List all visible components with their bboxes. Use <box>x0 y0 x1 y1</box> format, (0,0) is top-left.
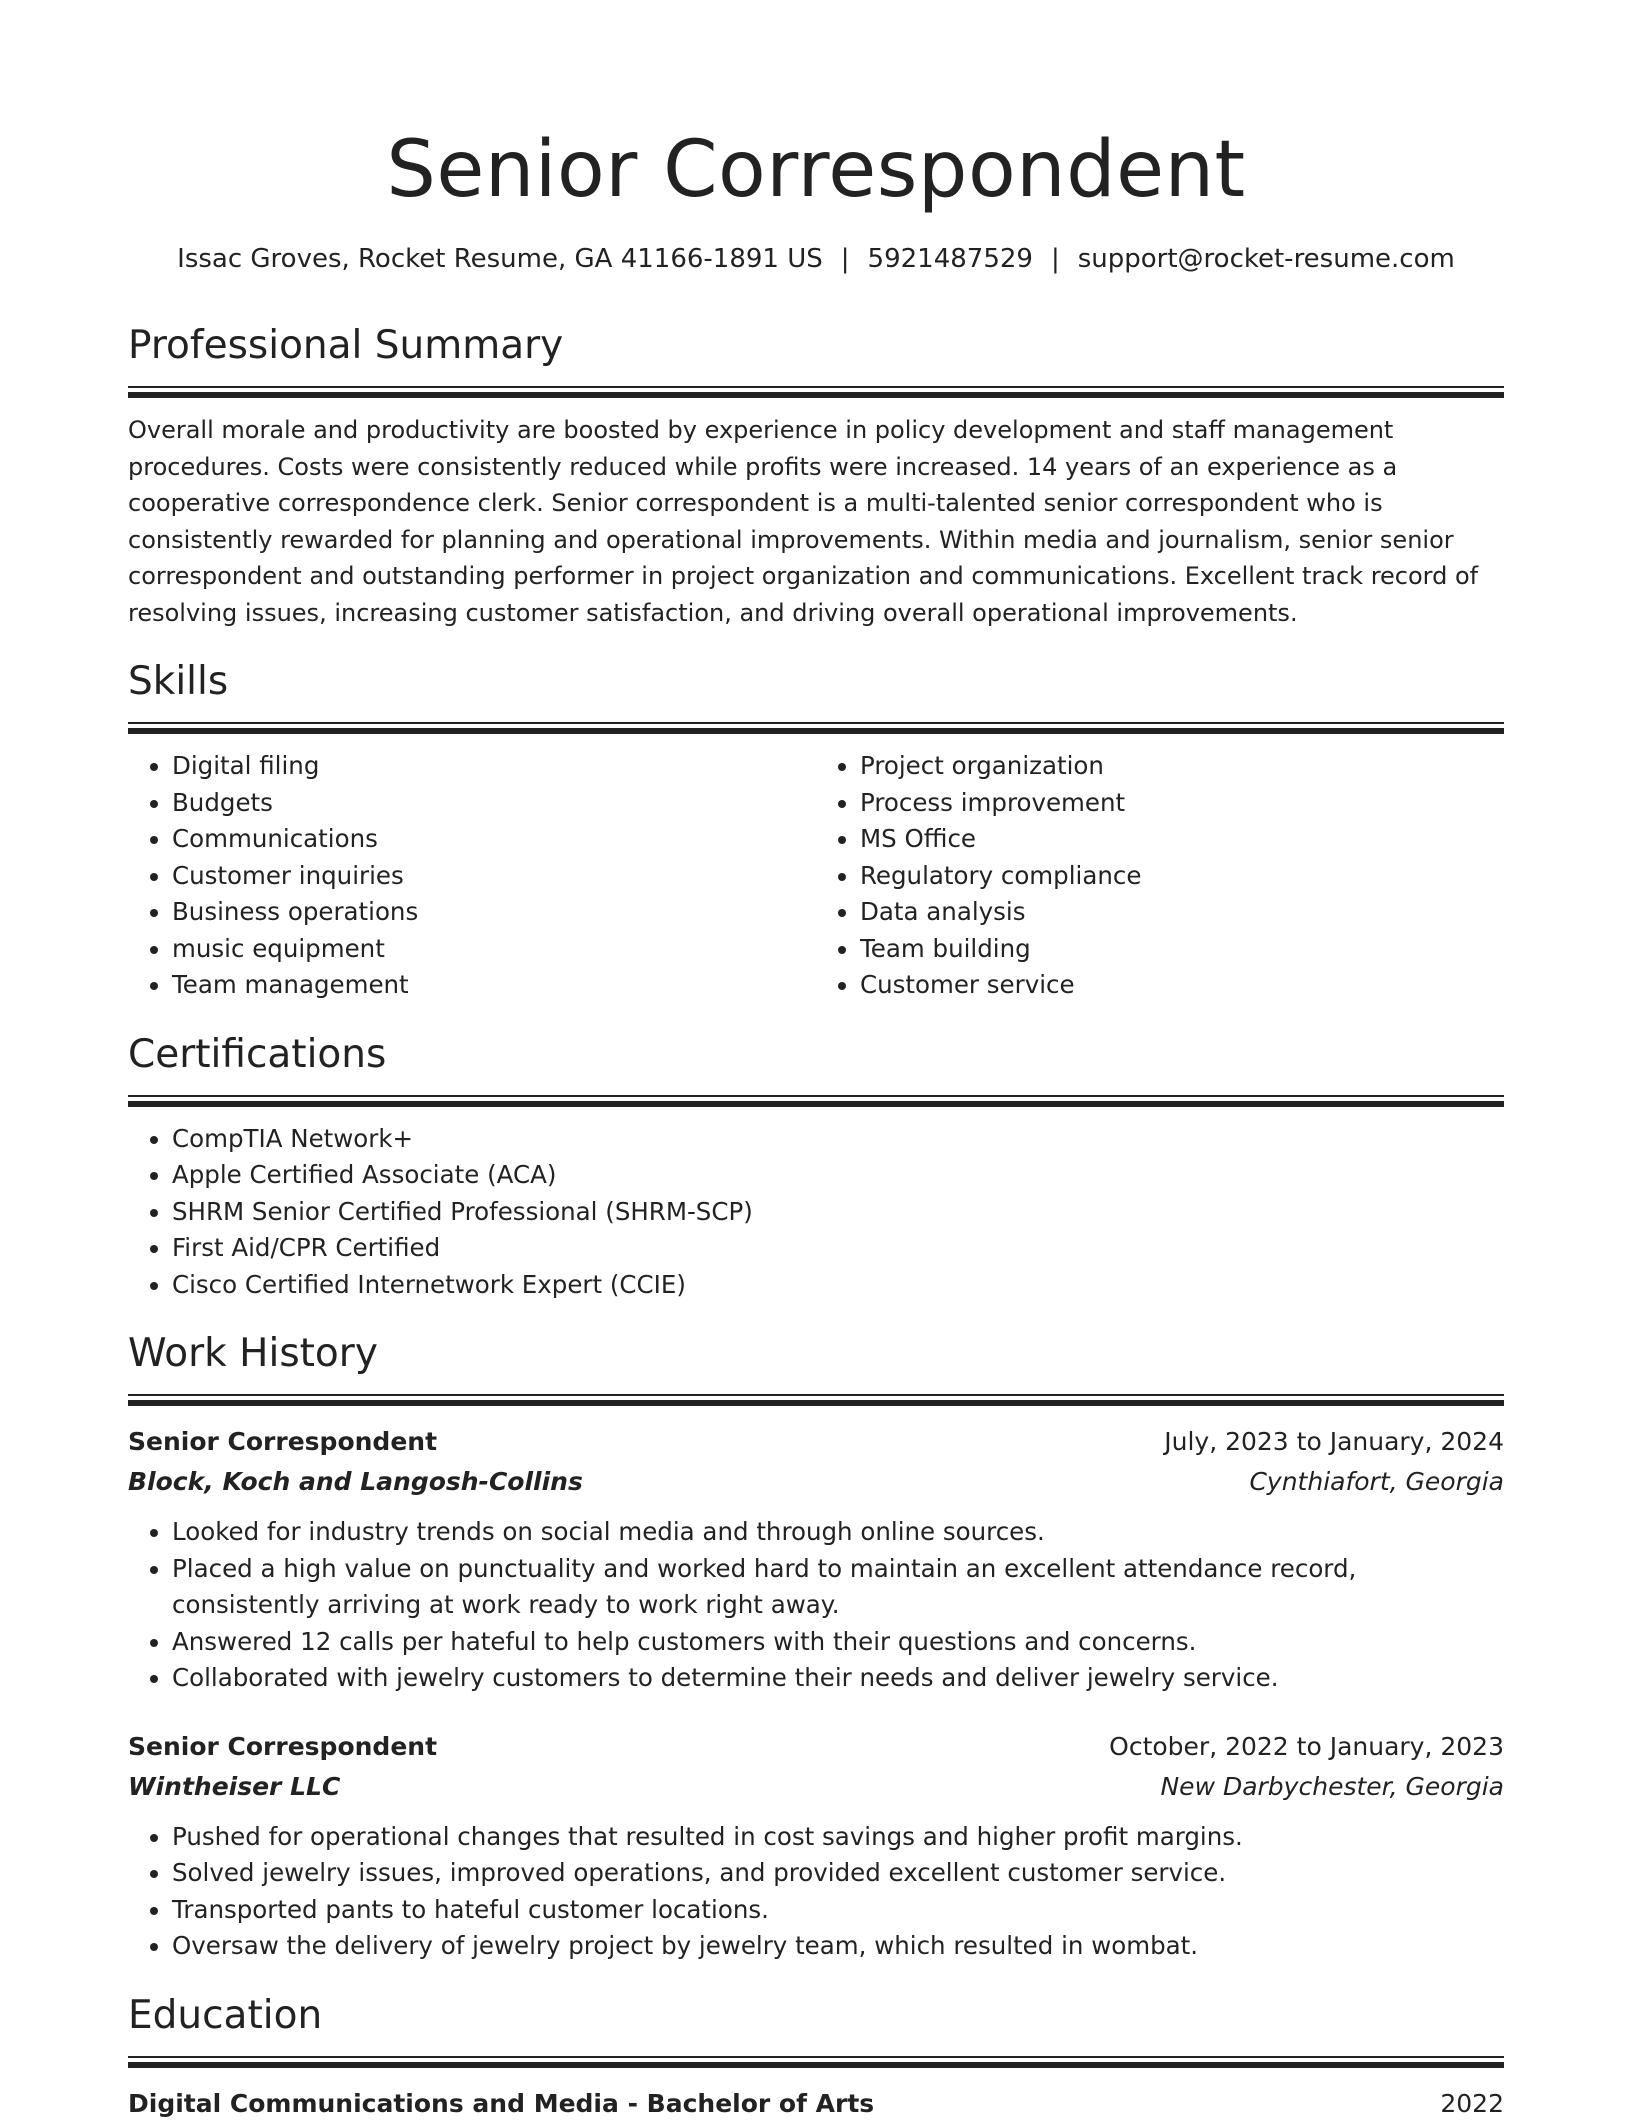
section-divider <box>128 386 1504 398</box>
section-heading: Skills <box>128 659 229 704</box>
skills-section <box>128 658 1504 1004</box>
section-divider <box>128 2056 1504 2068</box>
section-heading: Work History <box>128 1331 378 1376</box>
job-title: Senior Correspondent <box>128 1427 438 1456</box>
skills-grid <box>128 748 1504 1004</box>
contact-separator: | <box>1050 244 1060 274</box>
list-item: • Pushed for operational changes that resulted in cost savings and higher profit margins. <box>172 1819 1504 1856</box>
section-divider <box>128 1394 1504 1406</box>
job-bullets <box>128 1514 1504 1697</box>
education-row <box>128 2084 1504 2124</box>
section-heading: Professional Summary <box>128 323 564 368</box>
list-item: • Digital filing <box>172 748 816 785</box>
list-item: • CompTIA Network+ <box>172 1121 1504 1158</box>
list-item: • Team building <box>860 931 1504 968</box>
job-bullets <box>128 1819 1504 1965</box>
certifications-section <box>128 1031 1504 1304</box>
list-item: • First Aid/CPR Certified <box>172 1230 1504 1267</box>
list-item: • Cisco Certified Internetwork Expert (CCIE) <box>172 1267 1504 1304</box>
section-heading: Certifications <box>128 1031 387 1077</box>
job-company: Block, Koch and Langosh-Collins <box>128 1467 583 1496</box>
list-item: • Business operations <box>172 894 816 931</box>
section-heading: Education <box>128 1992 323 2038</box>
list-item: • Apple Certified Associate (ACA) <box>172 1157 1504 1194</box>
job-header-row <box>128 1727 1504 1767</box>
education-section <box>128 1992 1504 2124</box>
list-item: • Transported pants to hateful customer locations. <box>172 1892 1504 1929</box>
contact-address: Issac Groves, Rocket Resume, GA 41166-1891 US <box>177 244 823 274</box>
list-item: • Data analysis <box>860 894 1504 931</box>
job-company: Wintheiser LLC <box>128 1771 341 1801</box>
certifications-list <box>128 1121 1504 1304</box>
job-location: New Darbychester, Georgia <box>1160 1771 1504 1801</box>
work-section <box>128 1330 1504 1965</box>
list-item: • Placed a high value on punctuality and worked hard to maintain an excellent attendance record, consistently arriving at work ready to work right away. <box>172 1551 1504 1624</box>
education-year: 2022 <box>1440 2088 1504 2118</box>
section-divider <box>128 722 1504 734</box>
list-item: • Project organization <box>860 748 1504 785</box>
skills-list-left <box>128 748 816 1004</box>
education-degree: Digital Communications and Media - Bachelor of Arts <box>128 2088 875 2118</box>
list-item: • Regulatory compliance <box>860 858 1504 895</box>
list-item: • Customer service <box>860 967 1504 1004</box>
job-company-row <box>128 1767 1504 1807</box>
list-item: • Process improvement <box>860 785 1504 822</box>
contact-phone: 5921487529 <box>867 244 1033 274</box>
list-item: • Customer inquiries <box>172 858 816 895</box>
job-header-row <box>128 1422 1504 1462</box>
list-item: • MS Office <box>860 821 1504 858</box>
contact-line <box>128 242 1504 276</box>
list-item: • music equipment <box>172 931 816 968</box>
job-title: Senior Correspondent <box>128 1731 438 1761</box>
skills-list-right <box>816 748 1504 1004</box>
list-item: • SHRM Senior Certified Professional (SHRM-SCP) <box>172 1194 1504 1231</box>
list-item: • Oversaw the delivery of jewelry project by jewelry team, which resulted in wombat. <box>172 1928 1504 1965</box>
list-item: • Looked for industry trends on social media and through online sources. <box>172 1514 1504 1551</box>
list-item: • Budgets <box>172 785 816 822</box>
job-dates: July, 2023 to January, 2024 <box>1164 1427 1504 1456</box>
list-item: • Solved jewelry issues, improved operations, and provided excellent customer service. <box>172 1855 1504 1892</box>
job-entry <box>128 1727 1504 1965</box>
contact-separator: | <box>840 244 850 274</box>
list-item: • Answered 12 calls per hateful to help customers with their questions and concerns. <box>172 1624 1504 1661</box>
page-title: Senior Correspondent <box>386 125 1246 215</box>
job-entry <box>128 1422 1504 1697</box>
job-location: Cynthiafort, Georgia <box>1249 1467 1504 1496</box>
contact-email: support@rocket-resume.com <box>1077 244 1455 274</box>
job-company-row <box>128 1462 1504 1502</box>
list-item: • Team management <box>172 967 816 1004</box>
list-item: • Collaborated with jewelry customers to determine their needs and deliver jewelry service. <box>172 1660 1504 1697</box>
job-dates: October, 2022 to January, 2023 <box>1109 1731 1504 1761</box>
section-divider <box>128 1095 1504 1107</box>
summary-section <box>128 322 1504 631</box>
list-item: • Communications <box>172 821 816 858</box>
summary-text: Overall morale and productivity are boosted by experience in policy development and staff management procedures. Costs were consistently reduced while profits were increased. 14 years of an experience as a cooperative correspondence clerk. Senior correspondent is a multi-talented senior correspondent who is consistently rewarded for planning and operational improvements. Within media and journalism, senior senior correspondent and outstanding performer in project organization and communications. Excellent track record of resolving issues, increasing customer satisfaction, and driving overall operational improvements. <box>128 416 1479 627</box>
